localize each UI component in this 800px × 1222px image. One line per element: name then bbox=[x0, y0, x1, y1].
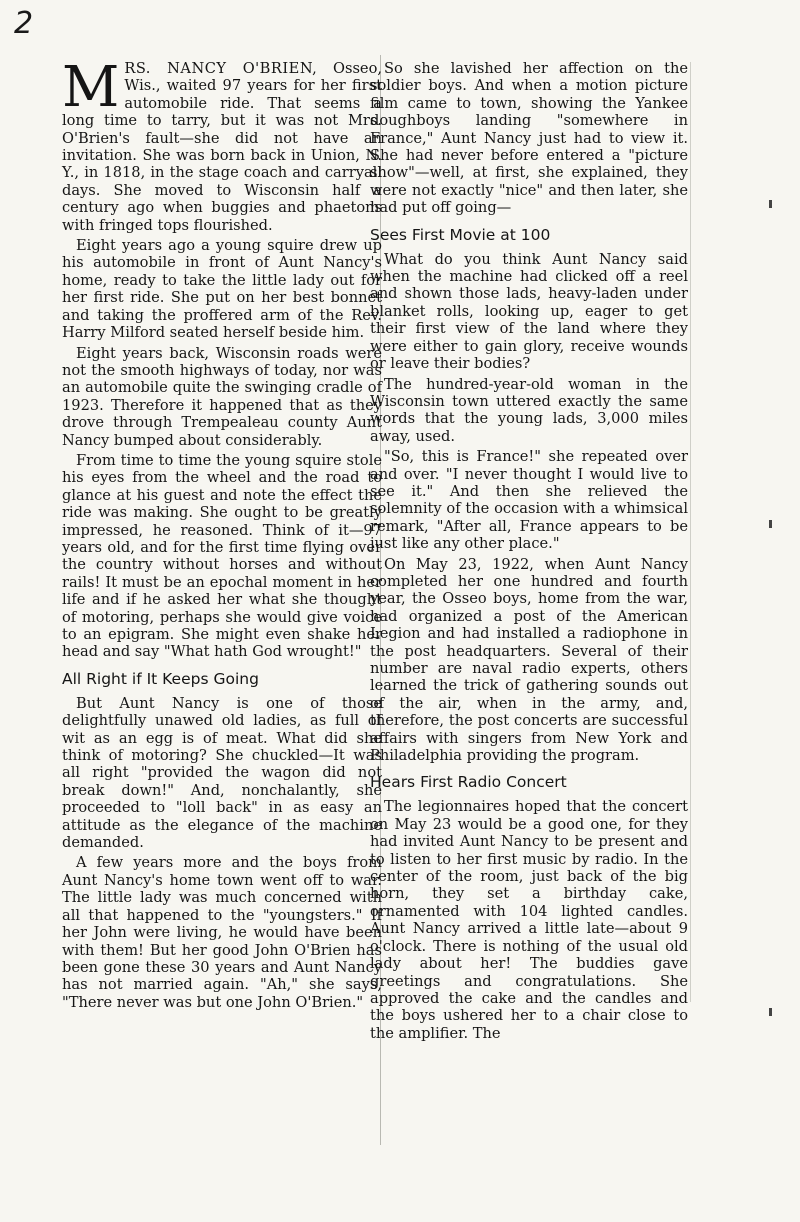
subheading: All Right if It Keeps Going bbox=[62, 669, 259, 688]
margin-rule bbox=[690, 62, 691, 1002]
drop-cap: M bbox=[62, 55, 120, 120]
article-paragraph: On May 23, 1922, when Aunt Nancy completed her one hundred and fourth year, the Osseo boys, home from the war, had organized a post of the American Legion and had installed a radiophone in the post headquarters. Several of their number are naval radio experts, others learned the trick of gathering sounds out of the air, when in the army, and, therefore, the post concerts are successful affairs with singers from New York and Philadelphia providing the program. bbox=[370, 555, 688, 765]
right-column bbox=[370, 60, 688, 1045]
edge-tick bbox=[769, 520, 772, 528]
lead-paragraph bbox=[62, 55, 382, 234]
edge-tick bbox=[769, 200, 772, 208]
article-paragraph: "So, this is France!" she repeated over and over. "I never thought I would live to see it." And then she relieved the solemnity of the occasion with a whimsical remark, "After all, France appears to be just like any other place." bbox=[370, 448, 688, 553]
article-paragraph: The legionnaires hoped that the concert on May 23 would be a good one, for they had invited Aunt Nancy to be present and to listen to her first music by radio. In the center of the room, just back of the big horn, they set a birthday cake, ornamented with 104 lighted candles. Aunt Nancy arrived a little late—about 9 o'clock. There is nothing of the usual old lady about her! The buddies gave greetings and congratulations. She approved the cake and the candles and the boys ushered her to a chair close to the amplifier. The bbox=[370, 798, 688, 1042]
article-paragraph: But Aunt Nancy is one of those delightfully unawed old ladies, as full of wit as an egg is of meat. What did she think of motoring? She chuckled—It was all right "provided the wagon did not break down!" And, nonchalantly, she proceeded to "loll back" in as easy an attitude as the elegance of the machine demanded. bbox=[62, 694, 382, 852]
article-paragraph: Eight years ago a young squire drew up his automobile in front of Aunt Nancy's home, ready to take the little lady out for her first ride. She put on her best bonnet and taking the proffered arm of the Rev. Harry Milford seated herself beside him. bbox=[62, 237, 382, 342]
subheading: Hears First Radio Concert bbox=[370, 773, 567, 792]
article-paragraph: A few years more and the boys from Aunt Nancy's home town went off to war. The little lady was much concerned with all that happened to the "youngsters." If her John were living, he would have been with them! But her good John O'Brien has been gone these 30 years and Aunt Nancy has not married again. "Ah," she says, "There never was but one John O'Brien." bbox=[62, 854, 382, 1011]
page-number: 2 bbox=[14, 6, 34, 41]
article-paragraph: The hundred-year-old woman in the Wisconsin town uttered exactly the same words that the young lads, 3,000 miles away, used. bbox=[370, 375, 688, 445]
lead-caps: RS. NANCY O'BRIEN, bbox=[124, 60, 318, 77]
article-paragraph: What do you think Aunt Nancy said when the machine had clicked off a reel and shown those lads, heavy-laden under blanket rolls, looking up, eager to get their first view of the land where they were either to gain glory, receive wounds or leave their bodies? bbox=[370, 250, 688, 373]
article-paragraph: So she lavished her affection on the soldier boys. And when a motion picture film came to town, showing the Yankee doughboys landing "somewhere in France," Aunt Nancy just had to view it. She had never before entered a "picture show"—well, at first, she explained, they were not exactly "nice" and then later, she had put off going— bbox=[370, 60, 688, 217]
left-column bbox=[62, 55, 382, 1014]
edge-tick bbox=[769, 1008, 772, 1016]
article-paragraph: From time to time the young squire stole his eyes from the wheel and the road to glance at his guest and note the effect the ride was making. She ought to be greatly impressed, he reasoned. Think of it—97 years old, and for the first time flying over the country without horses and without rails! It must be an epochal moment in her life and if he asked her what she thought of motoring, perhaps she would give voice to an epigram. She might even shake her head and say "What hath God wrought!" bbox=[62, 451, 382, 661]
subheading: Sees First Movie at 100 bbox=[370, 225, 551, 244]
article-paragraph: Eight years back, Wisconsin roads were not the smooth highways of today, nor was an automobile quite the swinging cradle of 1923. Therefore it happened that as they drove through Trempealeau county Aunt Nancy bumped about considerably. bbox=[62, 344, 382, 449]
lead-text: Osseo, Wis., waited 97 years for her first automobile ride. That seems a long time to tarry, but it was not Mrs. O'Brien's fault—she did not have an invitation. She was born back in Union, N. Y., in 1818, in the stage coach and carryall days. She moved to Wisconsin half a century ago when buggies and phaetons with fringed tops flourished. bbox=[62, 60, 382, 234]
